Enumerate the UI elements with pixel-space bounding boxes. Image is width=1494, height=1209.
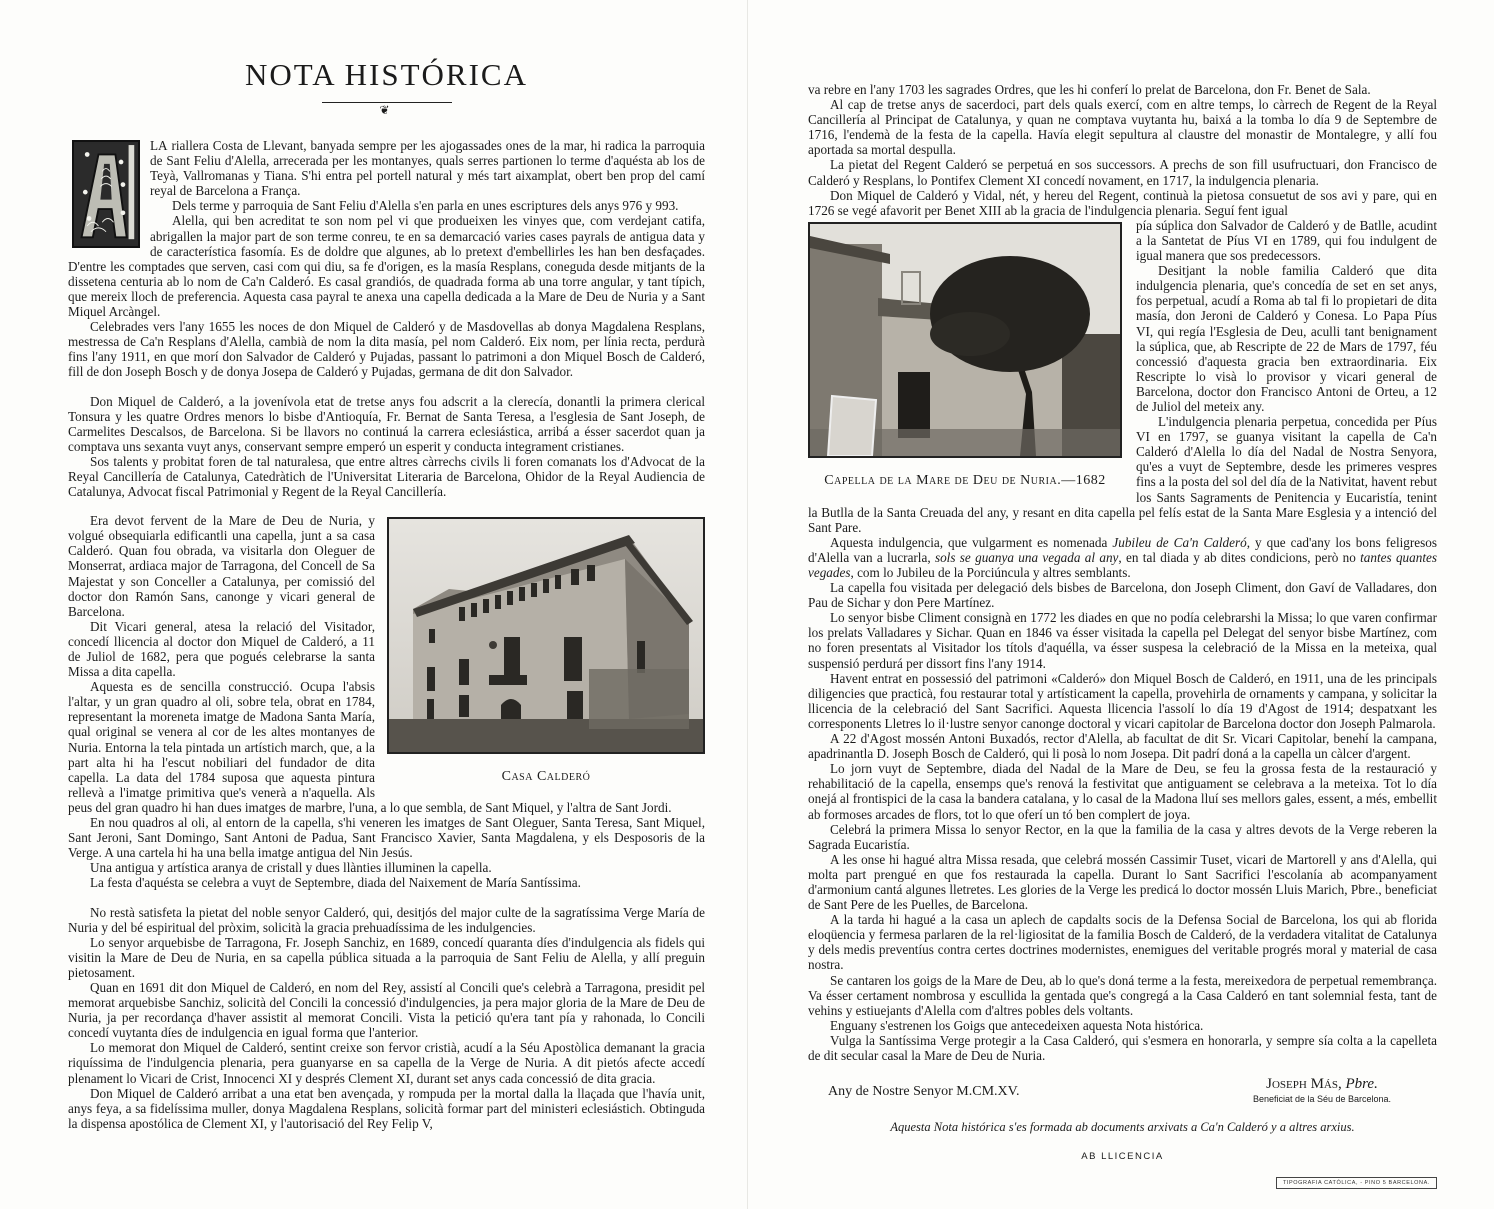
photo-casa-caldero [387, 517, 705, 754]
paragraph: Lo memorat don Miquel de Calderó, sentint creixe son fervor cristià, acudí a la Séu Apostòlica demanant la gracia riquíssima de l'indulgencia plenaria, pera guanyarse en sa capella de la Verge de Nuria. A dit pietós afecte accedí plenament lo Vicari de Crist, Innocenci XI y després Clement XI, durant set anys cada concessió de dita gracia. [68, 1040, 705, 1086]
closing-row [808, 1075, 1437, 1105]
text-run: , en tal diada y ab dites condicions, però no [1118, 549, 1361, 565]
text-run: gran quadro hi han dues imatges de marbre, l'una, a lo que sembla, de Sant Miquel, y l'altra de Sant Jordi. [114, 799, 672, 815]
text-run: , y que cad'any los bons feligresos d'Alella van a lucrarla, [808, 534, 1437, 565]
signature-subtitle: Beneficiat de la Séu de Barcelona. [1252, 1094, 1392, 1105]
paragraph: No restà satisfeta la pietat del noble senyor Calderó, qui, desitjós del major culte de la sagratíssima Verge María de Nuria y del bé espiritual del pròxim, solicità la gracia prehuadíssima de les indulgencies. [68, 904, 705, 935]
figure-capella [808, 222, 1122, 490]
paragraph: Lo senyor arquebisbe de Tarragona, Fr. Joseph Sanchiz, en 1689, concedí quaranta díes d'indulgencia als fidels qui visitin la Mare de Deu de Nuria, en sa capella pública situada a la parroquia de Sant Feliu de Alella, y allí preguin pietosament. [68, 934, 705, 980]
paragraph: Quan en 1691 dit don Miquel de Calderó, en nom del Rey, assistí al Concili que's celebrà a Tarragona, presidit pel memorat arquebisbe Sanchiz, solicità del Concili la concessió d'indulgencies, ja pera major gloria de la Mare de Deu de Nuria, ja per recordança d'haver assistit al memorat Concili. Vista la petició qu'era tant pía y rahonada, lo Concili concedí vuytanta díes de indulgencia en igual forma que l'anterior. [68, 979, 705, 1041]
footnote: Aquesta Nota histórica s'es formada ab documents arxivats a Ca'n Calderó y a altres arxius. [890, 1120, 1355, 1135]
paragraph [808, 535, 1437, 580]
dropcap-letter-a-icon [74, 142, 138, 246]
paragraph: va rebre en l'any 1703 les sagrades Ordres, que les hi conferí lo prelat de Barcelona, don Fr. Benet de Sala. [808, 82, 1371, 97]
paragraph: Era devot fervent de la Mare de Deu de Nuria, y volgué obsequiarla edificantli una capella, junt a sa casa Calderó. Quan fou obrada, va visitarla don Oleguer de Monserrat, ardiaca major de Tarragona, del Concell de Sa Majestat y son Conceller a Catalunya, per comissió del doctor don Ramón Sans, canonge y vicari general de Barcelona. [68, 513, 375, 619]
photo-capella [808, 222, 1122, 458]
house-photo-icon [389, 519, 703, 752]
text-run: Aquesta es de sencilla construcció. Ocupa l'absis l'altar, y un gran quadro al oli, sobre tela, obrat en 1784, representant la moreneta imatge de Madona Santa María, qual original se venera al cor de les altes montanyes de Nuria. Entorna la tela pintada un artístich march, que, a la part alta hi ha l'escut nobiliari del fundador de dita capella. La data del 1784 suposa que aquesta pintura rellevà a l'imatge primitiva que's venerà a n'aquella. Als peus del [68, 679, 375, 815]
printer-stamp-wrap [808, 1171, 1437, 1189]
date-line: Any de Nostre Senyor M.CM.XV. [828, 1084, 1020, 1100]
paragraph: Desitjant la noble familia Calderó que dita indulgencia plenaria, que's concedía de set en set anys, fos perpetual, acudí a Roma ab tal fi lo propietari de dita masía, don Jeroni de Calderó y Conesa. Lo Papa Píus VI, qui regía l'Esglesia de Deu, aculli tant benignament la súplica, que, ab Rescripte de 22 de Mars de 1797, féu concessió d'aquesta gracia ben extraordinaria. Eix Rescripte lo visà lo provisor y vicari general de Barcelona, doctor don Francisco Antoni de Orteu, a 12 de Juliol del meteix any. [1136, 263, 1437, 414]
printer-stamp: TIPOGRAFIA CATÓLICA, - PINO 5 BARCELONA. [1276, 1177, 1437, 1189]
fleuron-icon: ❦ [379, 103, 390, 117]
paragraph: La festa d'aquésta se celebra a vuyt de Septembre, diada del Naixement de María Santíssima. [90, 875, 581, 891]
title-ornament [322, 102, 452, 122]
intro-text: riallera Costa de Llevant, banyada sempre per les ajogassades ones de la mar, hi radica la parroquia de Sant Feliu d'Alella, arrecerada per les montanyes, quals serres partionen lo terme d'aquésta ab los de Teyà, Vallromanas y Tiana. S'hi entra pel portell natural y més tart aixamplat, obert ben prop del camí reyal de Barcelona a França. [150, 138, 705, 199]
paragraph: Dels terme y parroquia de Sant Feliu d'Alella s'en parla en unes escriptures dels anys 976 y 993. [172, 198, 679, 214]
right-page [747, 0, 1494, 1209]
page-title: NOTA HISTÓRICA [245, 57, 528, 92]
signature-name [1207, 1075, 1437, 1093]
paragraph: A 22 d'Agost mossén Antoni Buxadós, rector d'Alella, ab facultat de dit Sr. Vicari Capitolar, benehí la campana, apadrinantla D. Joseph Bosch de Calderó, qui li posà lo nom Josepa. Dit padrí doná a la capella un càlcer d'argent. [808, 731, 1437, 762]
author-title: Pbre. [1345, 1076, 1378, 1093]
paragraph: Vulga la Santíssima Verge protegir a la Casa Calderó, qui s'esmera en honorarla, y sempre sía colta a la capelleta de dit secular casal la Mare de Deu de Nuria. [808, 1032, 1437, 1063]
italic-run: tantes quantes vegades [808, 549, 1437, 580]
paragraph: Una antigua y artística aranya de cristall y dues llànties illuminen la capella. [90, 860, 492, 876]
paragraph: Al cap de tretse anys de sacerdoci, part dels quals exercí, com en altre temps, lo càrrech de Regent de la Reyal Cancillería al Principat de Catalunya, y quan ne comptava vuytanta hu, baixá a la tomba lo día 9 de Septembre de 1716, l'endemà de la festa de la capella. Havía elegit sepultura al claustre del monastir de Montalegre, y allí fou aportada sa mortal despulla. [808, 97, 1437, 158]
right-text-flow [808, 82, 1437, 1063]
photo-caption-casa-caldero: Casa Calderó [501, 769, 591, 785]
paragraph: Sos talents y probitat foren de tal naturalesa, que entre altres càrrechs civils li foren comanats los d'Advocat de la Reyal Cancillería de Catalunya, Catedràtich de l'Universitat Literaria de Barcelona, Ohidor de la Reyal Audiencia de Catalunya, Advocat fiscal Patrimonial y Regent de la Reyal Cancillería. [68, 453, 705, 500]
paragraph: Don Miquel de Calderó arribat a una etat ben avençada, y rompuda per la mortal dalla la llaçada que l'havía unit, anys feya, a sa fidelíssima muller, donya Magdalena Resplans, solicità formar part del ministeri eclesiástich. Obtinguda la dispensa apostólica de Clement XI, y l'autorisació del Rey Felip V, [68, 1085, 705, 1131]
left-text-flow [68, 138, 705, 1131]
paragraph: Havent entrat en possessió del patrimoni «Calderó» don Miquel Bosch de Calderó, en 1911, una de les principals diligencies que practicà, fou restaurar total y artísticament la capella, provehirla de ornaments y campana, y solicitar la llicencia de la celebració del Sant Sacrifici. Aquesta llicencia l'assolí lo día 19 d'Agost de 1914; despatxant les corresponents Lletres lo il·lustre senyor canonge doctoral y vicari capitolar de Barcelona doctor don Joseph Palmarola. [808, 670, 1437, 731]
italic-run: sols se guanya una vegada al any [934, 549, 1119, 565]
paragraph: Don Miquel de Calderó, a la jovenívola etat de tretse anys fou adscrit a la clerecía, donantli la primera clerical Tonsura y les quatre Ordres menors lo bisbe d'Antioquía, Fr. Bernat de Santa Teresa, a l'esglesia de Sant Joseph, de Carmelites Descalsos, de Barcelona. Si be llavors no continuá la carrera eclesiástica, arribá a ésser sacerdot quan ja comptava uns sexanta vuyt anys, conservant sempre emperó un esperit y conducta integrament cristianes. [68, 393, 705, 454]
paragraph: Celebrades vers l'any 1655 les noces de don Miquel de Calderó y de Masdovellas ab donya Magdalena Resplans, mestressa de Ca'n Resplans d'Alella, cambià de nom la dita masía, pel nom Calderó. Eix nom, per línia recta, perdurà fins l'any 1911, en que morí don Salvador de Calderó y Pujadas, passant lo patrimoni a don Miquel Bosch de Calderó, fill de don Joseph Bosch y de donya Josepa de Calderó y Pujadas, germana de dit don Salvador. [68, 319, 705, 380]
paragraph: La capella fou visitada per delegació dels bisbes de Barcelona, don Joseph Climent, don Gaví de Valladares, don Pau de Sichar y don Pere Martínez. [808, 580, 1437, 611]
paragraph: Dit Vicari general, atesa la relació del Visitador, concedí llicencia al doctor don Miquel de Calderó, a 11 de Juliol de 1682, pera que pogués celebrarse la santa Missa a dita capella. [68, 618, 375, 680]
text-run: Aquesta indulgencia, que vulgarment es nomenada [830, 534, 1113, 550]
illuminated-dropcap [72, 140, 140, 248]
photo-caption-capella: Capella de la Mare de Deu de Nuria.—1682 [824, 472, 1106, 488]
italic-run: Jubileu de Ca'n Calderó [1112, 534, 1247, 550]
paragraph: Lo jorn vuyt de Septembre, diada del Nadal de la Mare de Deu, se feu la grossa festa de la restauració y rehabilitació de la capella, ensemps que's renová la festivitat que antiguament se celebrava a la meteixa. Tot lo día onejá al frontispici de la casa la bandera catalana, y lo casal de la Madona lluí ses mellors gales, essent, a més, embellit ab formoses arcades de flors, tot lo que oferí un tó ben complert de joya. [808, 761, 1437, 822]
paragraph [68, 138, 705, 198]
text-run: L'indulgencia plenaria perpetua, concedida per Píus VI en 1797, se guanya visitant la capella de Ca'n Calderó d'Alella lo día del Nadal de Nostra Senyora, qu'es a vuyt de Septembre, desde les primeres vespres fins a la posta del sol del día de la Nativitat, havent rebut los Sants Sagraments de Penitencia y Eucaristía, [1136, 414, 1437, 505]
paragraph: Se cantaren los goigs de la Mare de Deu, ab lo que's doná terme a la festa, mereixedora de perpetual remembrança. Va ésser certament nombrosa y escullida la gentada que's congregá a la Casa Calderó en tant solemnial festa, tant de vehins y estiuejants d'Alella com d'altres pobles dels voltants. [808, 972, 1437, 1018]
paragraph: La pietat del Regent Calderó se perpetuá en sos successors. A prechs de son fill usufructuari, don Francisco de Calderó y Resplans, lo Pontifex Clement XI concedí novament, en 1717, la indulgencia plenaria. [808, 157, 1437, 188]
chapel-photo-icon [810, 224, 1120, 456]
figure-casa-caldero [387, 517, 705, 786]
paragraph: Enguany s'estrenen los Goigs que antecedeixen aquesta Nota histórica. [830, 1017, 1204, 1033]
paragraph: pía súplica don Salvador de Calderó y de Batlle, acudint a la Santetat de Píus VI en 1789, qui fou indulgent de igual manera que sos predecessors. [1136, 217, 1437, 264]
author-name: Joseph Más, [1266, 1076, 1346, 1093]
paragraph: Celebrá la primera Missa lo senyor Rector, en la que la familia de la casa y altres devots de la Verge reberen la Sagrada Eucaristía. [808, 821, 1437, 852]
paragraph: A les onse hi hagué altra Missa resada, que celebrá mossén Cassimir Tuset, vicari de Martorell y ans d'Alella, qui molta part prengué en que fos restaurada la capella. Durant lo Sant Sacrifici l'escolanía ab acompanyament d'armonium cantá algunes lletretes. Les glories de la Verge les predicá lo doctor mossén Lluis Marich, Pbre., beneficiat de Sant Pere de les Puelles, de Barcelona. [808, 851, 1437, 913]
signature-block [1207, 1075, 1437, 1105]
intro-lead: LA [150, 138, 168, 153]
text-run: tenint la Butlla de la Santa Creuada del any, y resant en dita capella pel felís estat de la Santa Mare Esglesia y a intenció del Sant Pare. [808, 489, 1438, 535]
text-run: , com lo Jubileu de la Porciúncula y altres semblants. [850, 565, 1131, 580]
paragraph: En nou quadros al oli, al entorn de la capella, s'hi veneren les imatges de Sant Oleguer, Santa Teresa, Sant Miquel, Sant Jeroni, Sant Domingo, Sant Antoni de Padua, Sant Francisco Xavier, Santa Magdalena, y els Desposoris de la Verge. A una cartela hi ha una bella imatge antigua del Nin Jesús. [68, 815, 705, 861]
paragraph: Lo senyor bisbe Climent consignà en 1772 les diades en que no podía celebrarshi la Missa; lo que varen confirmar los prelats Valladares y Sichar. Quan en 1846 va ésser visitada la capella pel Delegat del senyor bisbe Martínez, com no foren presentats al Visitador los títols d'aquélla, va ésser suspesa la celebració de la Missa en la meteixa, qual suspensió perdurá per dissort fins l'any 1914. [808, 610, 1437, 671]
paragraph: A la tarda hi hagué a la casa un aplech de capdalts socis de la Defensa Social de Barcelona, los qui ab florida eloqüencia y fermesa parlaren de la rel·ligiositat de la familia Bosch de Calderó, de la verdadera vitalitat de Catalunya y dels medis preventíus contra certes doctrines modernistes, enemigues del veritable progrés moral y material de casa nostra. [808, 912, 1437, 973]
paragraph: Don Miquel de Calderó y Vidal, nét, y hereu del Regent, continuà la pietosa consuetut de sos avi y pare, qui en 1726 se vegé afavorit per Benet XIII ab la gracia de l'indulgencia plenaria. Seguí fent igual [808, 187, 1437, 218]
paragraph: Alella, qui ben acreditat te son nom pel vi que produeixen les vinyes que, com verdejant catifa, abrigallen la major part de son terme conreu, te en sa demarcació varies cases payrals de antigua data y de característica fasomía. Es de doldre que algunes, ab lo pretext d'embellirles les han ben desfaçades. D'entre les comptades que serven, casi com qui diu, sa fe d'origen, es la masía Resplans, coneguda desde mitjants de la dissetena centuria ab lo nom de Ca'n Calderó. Es casal grandiós, de quadrada forma ab una torre angular, y tant típich, que mereix lloch de preferencia. Aquesta casa payral te anexa una capella dedicada a la Mare de Deu de Nuria y a Sant Miquel Arcàngel. [68, 213, 705, 320]
license-notice: AB LLICENCIA [1081, 1151, 1164, 1163]
